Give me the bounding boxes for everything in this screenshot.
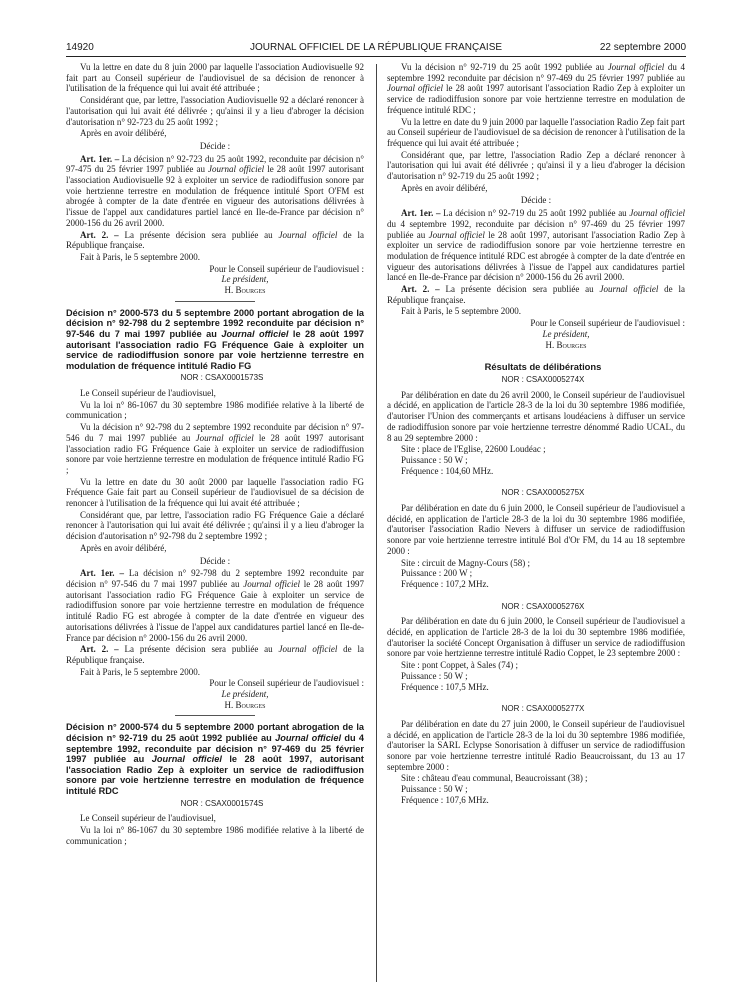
signature-pour: Pour le Conseil supérieur de l'audiovisuel : <box>530 318 685 329</box>
site-line: Site : pont Coppet, à Sales (74) ; <box>401 660 518 671</box>
article-2: Art. 2. – La présente décision sera publiée au Journal officiel de la République française. <box>66 229 364 251</box>
paragraph: Vu la lettre en date du 9 juin 2000 par laquelle l'association Radio Zep fait part au Conseil supérieur de l'audiovisuel de sa décision de renoncer à l'utilisation de la fréquence qui lui avait été attribuée ; <box>387 116 685 148</box>
fait-line: Fait à Paris, le 5 septembre 2000. <box>80 666 200 677</box>
page-number: 14920 <box>66 42 94 53</box>
page-header <box>66 40 686 56</box>
frequency-line: Fréquence : 107,6 MHz. <box>401 794 489 805</box>
frequency-line: Fréquence : 104,60 MHz. <box>401 465 494 476</box>
right-column <box>387 62 685 806</box>
decide-label: Décide : <box>520 195 552 206</box>
section-rule <box>175 301 255 302</box>
article-label: Art. 2. – <box>80 644 119 655</box>
left-column <box>66 62 364 847</box>
site-line: Site : place de l'Eglise, 22600 Loudéac ; <box>401 444 546 455</box>
paragraph: Vu la décision n° 92-719 du 25 août 1992 publiée au Journal officiel du 4 septembre 1992 reconduite par décision n° 97-469 du 25 février 1997 publiée au Journal officiel le 28 août 1997 autorisant l'association Radio Zep à exploiter un service de radiodiffusion sonore par voie hertzienne terrestre en modulation de fréquence intitulé RDC ; <box>387 62 686 115</box>
decide-label: Décide : <box>199 140 231 151</box>
fait-line: Fait à Paris, le 5 septembre 2000. <box>401 306 521 317</box>
paragraph: Par délibération en date du 6 juin 2000, le Conseil supérieur de l'audiovisuel a décidé, en application de l'article 28-3 de la loi du 30 septembre 1986 modifiée, d'autoriser l'association Radio Nevers à diffuser un service de radiodiffusion sonore par voie hertzienne terrestre intitulé Bol d'Or FM, du 14 au 18 septembre 2000 : <box>387 503 685 556</box>
signature-pour: Pour le Conseil supérieur de l'audiovisuel : <box>209 678 364 689</box>
paragraph: Vu la lettre en date du 8 juin 2000 par laquelle l'association Audiovisuelle 92 fait part au Conseil supérieur de l'audiovisuel de sa décision de renoncer à l'utilisation de la fréquence qui lui avait été attribuée ; <box>66 62 364 94</box>
issue-date: 22 septembre 2000 <box>599 42 686 53</box>
signature-president: Le président, <box>221 274 269 285</box>
nor-code: NOR : CSAX0005274X <box>501 374 585 384</box>
decision-title: Décision n° 2000-573 du 5 septembre 2000 portant abrogation de la décision n° 92-798 du 2 septembre 1992 reconduite par décision n° 97-546 du 7 mai 1997 publiée au Journal officiel le 28 août 1997 autorisant l'association radio FG Fréquence Gaie à exploiter un service de radiodiffusion sonore par voie hertzienne terrestre en modulation de fréquence intitulé Radio FG <box>66 307 364 371</box>
signatory-name: H. Bourges <box>224 285 266 296</box>
site-line: Site : circuit de Magny-Cours (58) ; <box>401 557 530 568</box>
power-line: Puissance : 50 W ; <box>401 454 468 465</box>
spacer <box>387 692 685 702</box>
spacer <box>387 590 685 600</box>
paragraph: Par délibération en date du 26 avril 2000, le Conseil supérieur de l'audiovisuel a décidé, en application de l'article 28-3 de la loi du 30 septembre 1986 modifiée, d'autoriser l'Union des commerçants et artisans loudéaciens à diffuser un service de radiodiffusion sonore par voie hertzienne terrestre dénommé Radio UCAL, du 8 au 29 septembre 2000 : <box>387 389 685 443</box>
nor-code: NOR : CSAX0001573S <box>180 373 264 383</box>
paragraph: Vu la décision n° 92-798 du 2 septembre 1992 reconduite par décision n° 97-546 du 7 mai 1997 publiée au Journal officiel le 28 août 1997 autorisant l'association radio FG Fréquence Gaie à exploiter un service de radiodiffusion sonore par voie hertzienne terrestre en modulation de fréquence intitulé Radio FG ; <box>66 422 364 475</box>
section-rule <box>175 715 255 716</box>
nor-code: NOR : CSAX0005277X <box>501 704 585 714</box>
article-2: Art. 2. – La présente décision sera publiée au Journal officiel de la République française. <box>387 284 685 305</box>
article-label: Art. 1er. – <box>80 153 120 164</box>
paragraph: Par délibération en date du 27 juin 2000, le Conseil supérieur de l'audiovisuel a décidé, en application de l'article 28-3 de la loi du 30 septembre 1986 modifiée, d'autoriser la SARL Eclypse Sonorisation à diffuser un service de radiodiffusion sonore par voie hertzienne terrestre intitulé Radio Beaucroissant, du 13 au 17 septembre 2000 : <box>387 718 685 772</box>
paragraph: Vu la loi n° 86-1067 du 30 septembre 1986 modifiée relative à la liberté de communication ; <box>66 824 364 846</box>
article-1: Art. 1er. – La décision n° 92-723 du 25 août 1992, reconduite par décision n° 97-475 du 25 février 1997 publiée au Journal officiel le 28 août 1997 autorisant l'association Audiovisuelle 92 à exploiter un service de radiodiffusion sonore par voie hertzienne terrestre en modulation de fréquence intitulé Sport O'FM est abrogée à compter de la date d'entrée en vigueur des autorisations délivrées à l'issue de l'appel aux candidatures partiel lancé en Ile-de-France par décision n° 2000-156 du 26 avril 2000. <box>66 153 365 228</box>
article-1: Art. 1er. – La décision n° 92-719 du 25 août 1992 publiée au Journal officiel du 4 septembre 1992, reconduite par décision n° 97-469 du 25 février 1997 publiée au Journal officiel le 28 août 1997, autorisant l'association Radio Zep à exploiter un service de radiodiffusion sonore par voie hertzienne terrestre en modulation de fréquence intitulé RDC est abrogée à compter de la date d'entrée en vigueur des autorisations délivrées à l'issue de l'appel aux candidatures partiel lancé en Ile-de-France par décision n° 2000-156 du 26 avril 2000. <box>387 208 686 283</box>
paragraph: Considérant que, par lettre, l'association Audiovisuelle 92 a déclaré renoncer à l'autorisation qui lui avait été délivrée ; qu'ainsi il y a lieu d'abroger la décision d'autorisation n° 92-723 du 25 août 1992 ; <box>66 95 364 127</box>
column-divider <box>376 64 377 982</box>
frequency-line: Fréquence : 107,5 MHz. <box>401 681 489 692</box>
signature-pour: Pour le Conseil supérieur de l'audiovisuel : <box>209 263 364 274</box>
site-line: Site : château d'eau communal, Beaucroissant (38) ; <box>401 773 588 784</box>
paragraph: Vu la lettre en date du 30 août 2000 par laquelle l'association radio FG Fréquence Gaie fait part au Conseil supérieur de l'audiovisuel de sa décision de renoncer à l'utilisation de la fréquence qui lui avait été attribuée ; <box>66 476 364 509</box>
signatory-name: H. Bourges <box>545 339 587 350</box>
signature-president: Le président, <box>542 328 590 339</box>
frequency-line: Fréquence : 107,2 MHz. <box>401 578 489 589</box>
signature-president: Le président, <box>221 689 269 700</box>
signatory-name: H. Bourges <box>224 699 266 710</box>
nor-code: NOR : CSAX0001574S <box>180 798 264 808</box>
power-line: Puissance : 200 W ; <box>401 568 473 579</box>
article-1: Art. 1er. – La décision n° 92-798 du 2 septembre 1992 reconduite par décision n° 97-546 du 7 mai 1997 publiée au Journal officiel le 28 août 1997 autorisant l'association radio FG Fréquence Gaie à exploiter un service de radiodiffusion sonore par voie hertzienne terrestre en modulation de fréquence intitulé Radio FG est abrogée à compter de la date d'entrée en vigueur des autorisations délivrées à l'issue de l'appel aux candidatures partiel lancé en Ile-de-France par décision n° 2000-156 du 26 avril 2000. <box>66 568 365 643</box>
paragraph: Considérant que, par lettre, l'association radio FG Fréquence Gaie a déclaré renoncer à l'autorisation qui lui avait été délivrée ; qu'ainsi il y a lieu d'abroger la décision d'autorisation n° 92-798 du 2 septembre 1992 ; <box>66 509 364 542</box>
paragraph: Le Conseil supérieur de l'audiovisuel, <box>80 388 216 399</box>
spacer <box>387 476 685 486</box>
nor-code: NOR : CSAX0005276X <box>501 601 585 611</box>
article-label: Art. 1er. – <box>80 568 124 579</box>
paragraph: Après en avoir délibéré, <box>80 128 167 139</box>
paragraph: Le Conseil supérieur de l'audiovisuel, <box>80 813 216 824</box>
fait-line: Fait à Paris, le 5 septembre 2000. <box>80 251 200 262</box>
power-line: Puissance : 50 W ; <box>401 670 468 681</box>
article-label: Art. 1er. – <box>401 208 441 219</box>
article-2: Art. 2. – La présente décision sera publiée au Journal officiel de la République française. <box>66 644 364 665</box>
paragraph: Après en avoir délibéré, <box>80 542 167 553</box>
article-label: Art. 2. – <box>80 229 119 240</box>
header-rule <box>66 56 686 57</box>
paragraph: Vu la loi n° 86-1067 du 30 septembre 1986 modifiée relative à la liberté de communication ; <box>66 399 364 421</box>
power-line: Puissance : 50 W ; <box>401 784 468 795</box>
results-heading: Résultats de délibérations <box>484 361 602 373</box>
paragraph: Par délibération en date du 6 juin 2000, le Conseil supérieur de l'audiovisuel a décidé, en application de l'article 28-3 de la loi du 30 septembre 1986 modifiée, d'autoriser la société Concept Organisation à diffuser un service de radiodiffusion sonore par voie hertzienne terrestre intitulé Radio Coppet, le 23 septembre 2000 : <box>387 616 685 659</box>
paragraph: Considérant que, par lettre, l'association Radio Zep a déclaré renoncer à l'autorisation qui lui avait été délivrée ; qu'ainsi il y a lieu d'abroger la décision d'autorisation n° 92-719 du 25 août 1992 ; <box>387 149 685 182</box>
journal-title: JOURNAL OFFICIEL DE LA RÉPUBLIQUE FRANÇAISE <box>249 42 503 53</box>
decision-title: Décision n° 2000-574 du 5 septembre 2000 portant abrogation de la décision n° 92-719 du 25 août 1992 publiée au Journal officiel du 4 septembre 1992, reconduite par décision n° 97-469 du 25 février 1997 publiée au Journal officiel le 28 août 1997, autorisant l'association Radio Zep à exploiter un service de radiodiffusion sonore par voie hertzienne terrestre en modulation de fréquence intitulé RDC <box>66 722 364 796</box>
paragraph: Après en avoir délibéré, <box>401 182 488 193</box>
nor-code: NOR : CSAX0005275X <box>501 488 585 498</box>
article-label: Art. 2. – <box>401 284 440 295</box>
decide-label: Décide : <box>199 555 231 566</box>
